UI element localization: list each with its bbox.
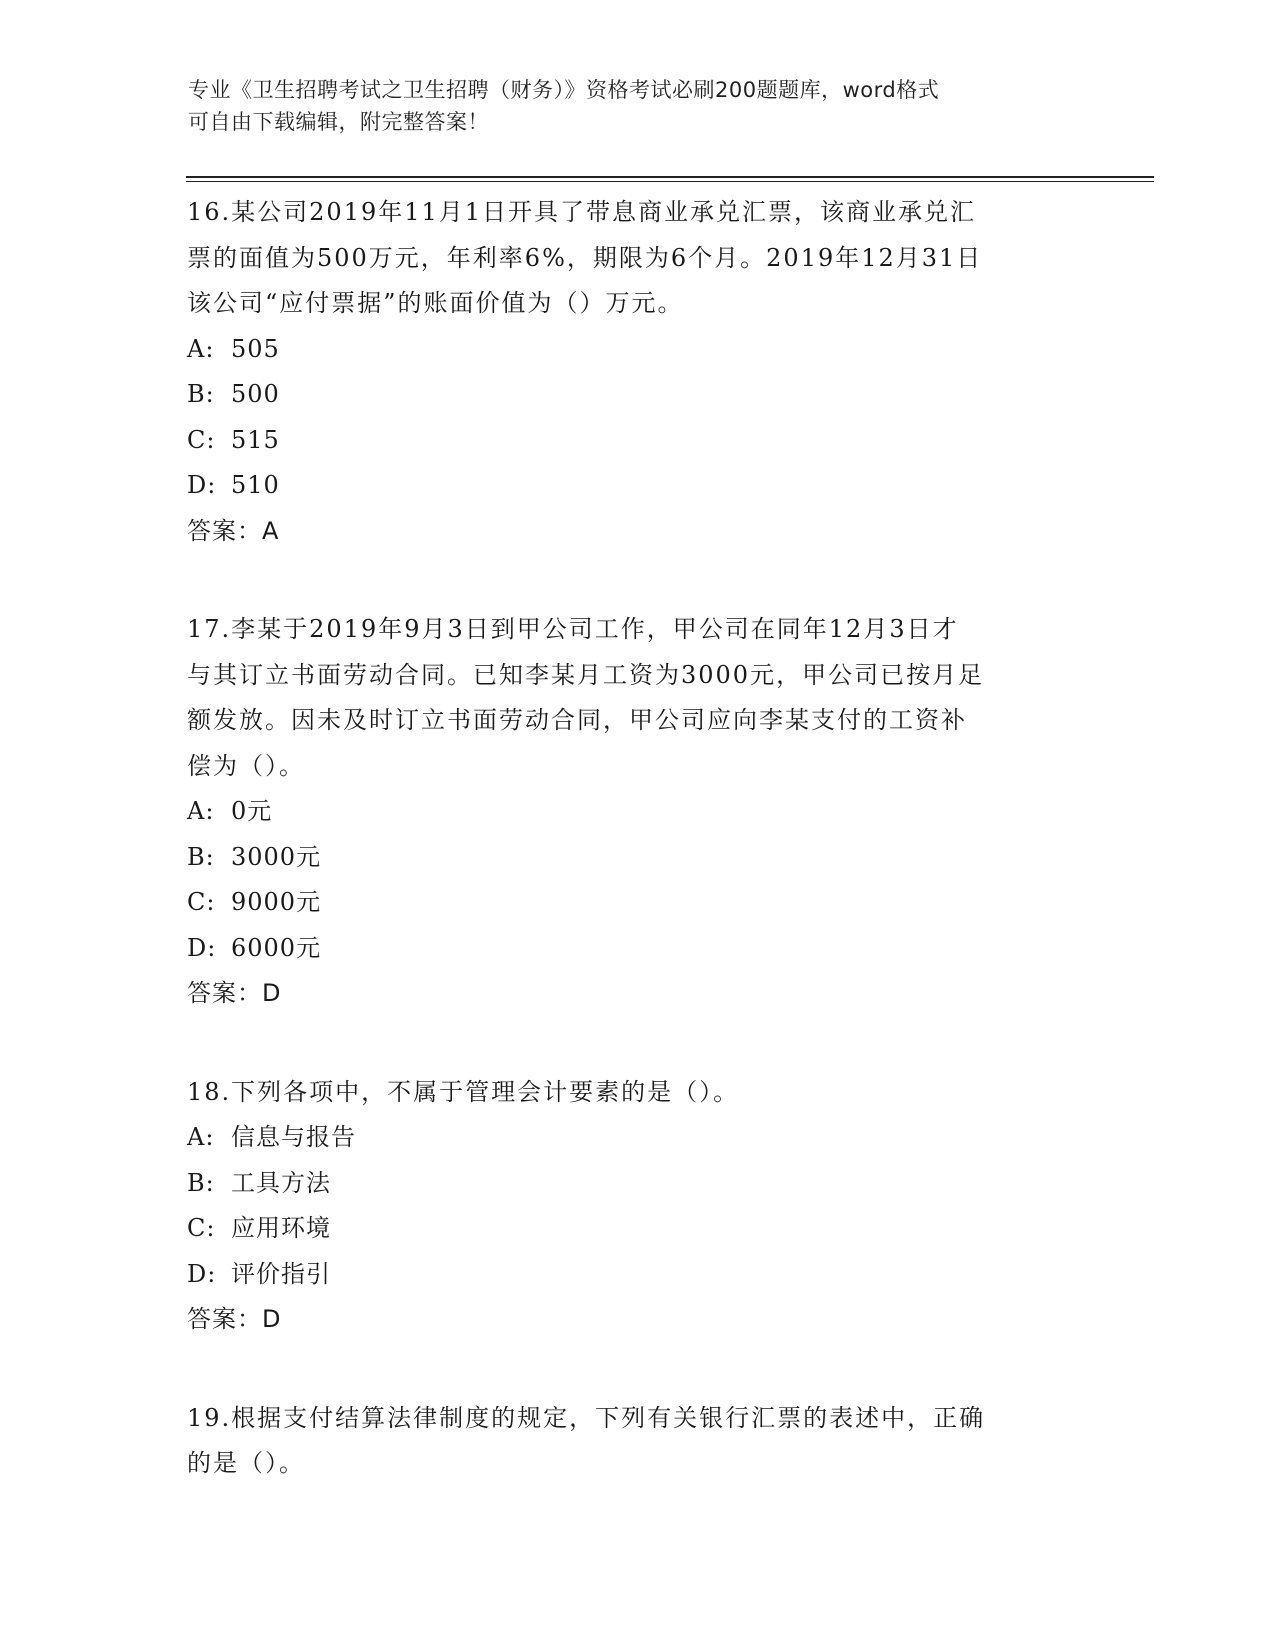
option-text: 510 bbox=[231, 471, 280, 499]
question-line: 与其订立书面劳动合同。已知李某月工资为3000元，甲公司已按月足 bbox=[187, 660, 985, 689]
question-line: 17.李某于2019年9月3日到甲公司工作，甲公司在同年12月3日才 bbox=[187, 615, 959, 643]
option-text: 500 bbox=[231, 380, 280, 408]
option-a bbox=[187, 327, 1067, 373]
option-a bbox=[187, 789, 1067, 835]
question-line: 该公司“应付票据”的账面价值为（）万元。 bbox=[187, 289, 684, 317]
option-label: D: bbox=[187, 933, 217, 962]
header-divider-thin bbox=[186, 181, 1154, 182]
option-b bbox=[187, 835, 1067, 881]
option-label: B: bbox=[187, 380, 215, 408]
option-label: B: bbox=[187, 1168, 215, 1197]
question-stem bbox=[187, 607, 1067, 789]
header-divider bbox=[186, 176, 1154, 178]
option-label: A: bbox=[187, 334, 215, 363]
answer-line: 答案：D bbox=[187, 1305, 282, 1333]
question-line: 票的面值为500万元，年利率6%，期限为6个月。2019年12月31日 bbox=[187, 243, 983, 272]
option-text: 信息与报告 bbox=[231, 1123, 356, 1151]
option-label: D: bbox=[187, 471, 217, 499]
option-text: 505 bbox=[231, 334, 280, 363]
question-16 bbox=[187, 190, 1067, 554]
option-b bbox=[187, 1161, 1067, 1207]
option-c bbox=[187, 1206, 1067, 1252]
option-b bbox=[187, 372, 1067, 418]
option-text: 515 bbox=[231, 425, 280, 454]
option-d bbox=[187, 463, 1067, 509]
option-text: 6000元 bbox=[231, 933, 322, 962]
option-label: C: bbox=[187, 425, 216, 454]
option-label: C: bbox=[187, 1214, 216, 1242]
option-text: 应用环境 bbox=[231, 1214, 331, 1242]
option-label: C: bbox=[187, 888, 216, 916]
header-line-2: 可自由下载编辑，附完整答案！ bbox=[188, 110, 489, 134]
answer-line: 答案：D bbox=[187, 979, 282, 1007]
question-stem bbox=[187, 190, 1067, 327]
option-label: D: bbox=[187, 1259, 217, 1288]
question-line: 19.根据支付结算法律制度的规定，下列有关银行汇票的表述中，正确 bbox=[187, 1403, 986, 1432]
option-text: 9000元 bbox=[231, 888, 322, 916]
option-d bbox=[187, 926, 1067, 972]
option-label: A: bbox=[187, 1123, 215, 1151]
option-label: A: bbox=[187, 797, 215, 825]
option-c bbox=[187, 880, 1067, 926]
question-stem bbox=[187, 1070, 1067, 1116]
answer-line: 答案：A bbox=[187, 516, 280, 545]
question-list bbox=[187, 190, 1067, 1540]
question-17 bbox=[187, 607, 1067, 1017]
question-stem bbox=[187, 1396, 1067, 1487]
option-text: 评价指引 bbox=[231, 1259, 331, 1288]
question-19 bbox=[187, 1396, 1067, 1487]
option-a bbox=[187, 1115, 1067, 1161]
question-line: 额发放。因未及时订立书面劳动合同，甲公司应向李某支付的工资补 bbox=[187, 706, 967, 734]
option-text: 工具方法 bbox=[231, 1168, 331, 1197]
option-d bbox=[187, 1252, 1067, 1298]
option-text: 0元 bbox=[231, 797, 273, 825]
option-label: B: bbox=[187, 842, 215, 871]
question-line: 的是（）。 bbox=[187, 1449, 305, 1477]
document-header bbox=[188, 74, 1088, 138]
question-line: 18.下列各项中，不属于管理会计要素的是（）。 bbox=[187, 1077, 740, 1106]
header-line-1: 专业《卫生招聘考试之卫生招聘（财务）》资格考试必刷200题题库，word格式 bbox=[188, 78, 940, 102]
option-text: 3000元 bbox=[231, 842, 322, 871]
question-line: 偿为（）。 bbox=[187, 751, 305, 780]
question-line: 16.某公司2019年11月1日开具了带息商业承兑汇票，该商业承兑汇 bbox=[187, 198, 977, 226]
question-18 bbox=[187, 1070, 1067, 1343]
option-c bbox=[187, 418, 1067, 464]
